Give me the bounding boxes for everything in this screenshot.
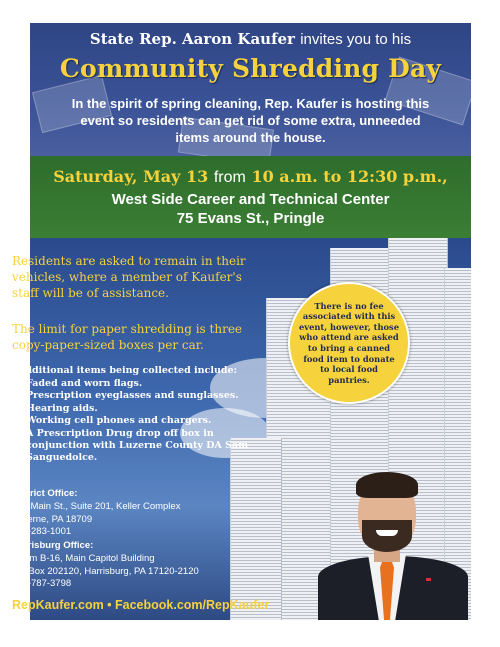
venue-name: West Side Career and Technical Center bbox=[111, 191, 390, 208]
representative-photo bbox=[318, 470, 468, 620]
district-office-phone: 570-283-1001 bbox=[12, 526, 72, 538]
harrisburg-office-phone: 717-787-3798 bbox=[12, 578, 72, 590]
fee-note-badge bbox=[288, 282, 410, 404]
harrisburg-office bbox=[12, 540, 212, 591]
host-name: State Rep. Aaron Kaufer bbox=[89, 30, 295, 48]
list-item: • Hearing aids. bbox=[26, 403, 261, 415]
district-office-line1: 161 Main St., Suite 201, Keller Complex bbox=[12, 500, 181, 512]
limit-note bbox=[12, 321, 262, 353]
paper-stack bbox=[230, 438, 282, 620]
residents-text: Residents are asked to remain in their vehicles, where a member of Kaufer's staff will be of assistance. bbox=[12, 254, 246, 300]
event-time: 10 a.m. to 12:30 p.m., bbox=[251, 167, 448, 186]
date-line bbox=[30, 167, 471, 187]
harrisburg-office-line1: Room B-16, Main Capitol Building bbox=[12, 552, 155, 564]
district-office-line2: Luzerne, PA 18709 bbox=[12, 513, 93, 525]
venue-block bbox=[30, 190, 471, 228]
event-date: Saturday, May 13 bbox=[53, 167, 209, 186]
district-office bbox=[12, 488, 212, 539]
venue-address: 75 Evans St., Pringle bbox=[176, 210, 325, 227]
residents-note bbox=[12, 253, 262, 301]
additional-items-list bbox=[12, 378, 261, 465]
intro-text: In the spirit of spring cleaning, Rep. Kaufer is hosting this event so residents can get rid of some extra, unneeded items around the house. bbox=[71, 96, 430, 145]
list-item: • Working cell phones and chargers. bbox=[26, 415, 261, 427]
fee-note-text: There is no fee associated with this event, however, those who attend are asked to bring a canned food item to donate to local food pantries. bbox=[299, 300, 399, 385]
hair-shape bbox=[356, 472, 418, 498]
harrisburg-office-label: Harrisburg Office: bbox=[12, 540, 94, 551]
invite-line bbox=[30, 30, 471, 48]
event-title: Community Shredding Day bbox=[59, 54, 442, 83]
host-suffix: invites you to his bbox=[300, 31, 412, 48]
list-item: • A Prescription Drug drop off box in conjunction with Luzerne County DA Sam Sanguedolce. bbox=[26, 428, 261, 465]
footer-links: RepKaufer.com • Facebook.com/RepKaufer bbox=[12, 598, 270, 612]
beard-shape bbox=[362, 520, 412, 552]
harrisburg-office-line2: PO Box 202120, Harrisburg, PA 17120-2120 bbox=[12, 565, 199, 577]
header-band bbox=[30, 23, 471, 156]
list-item: • Faded and worn flags. bbox=[26, 378, 261, 390]
date-band bbox=[30, 156, 471, 238]
list-item: • Prescription eyeglasses and sunglasses. bbox=[26, 390, 261, 402]
from-word: from bbox=[213, 169, 246, 186]
district-office-label: District Office: bbox=[12, 488, 78, 499]
limit-text: The limit for paper shredding is three copy-paper-sized boxes per car. bbox=[12, 322, 243, 352]
lapel-pin bbox=[426, 578, 431, 581]
smile-shape bbox=[376, 530, 398, 536]
additional-items-title: Additional items being collected include: bbox=[18, 365, 238, 376]
